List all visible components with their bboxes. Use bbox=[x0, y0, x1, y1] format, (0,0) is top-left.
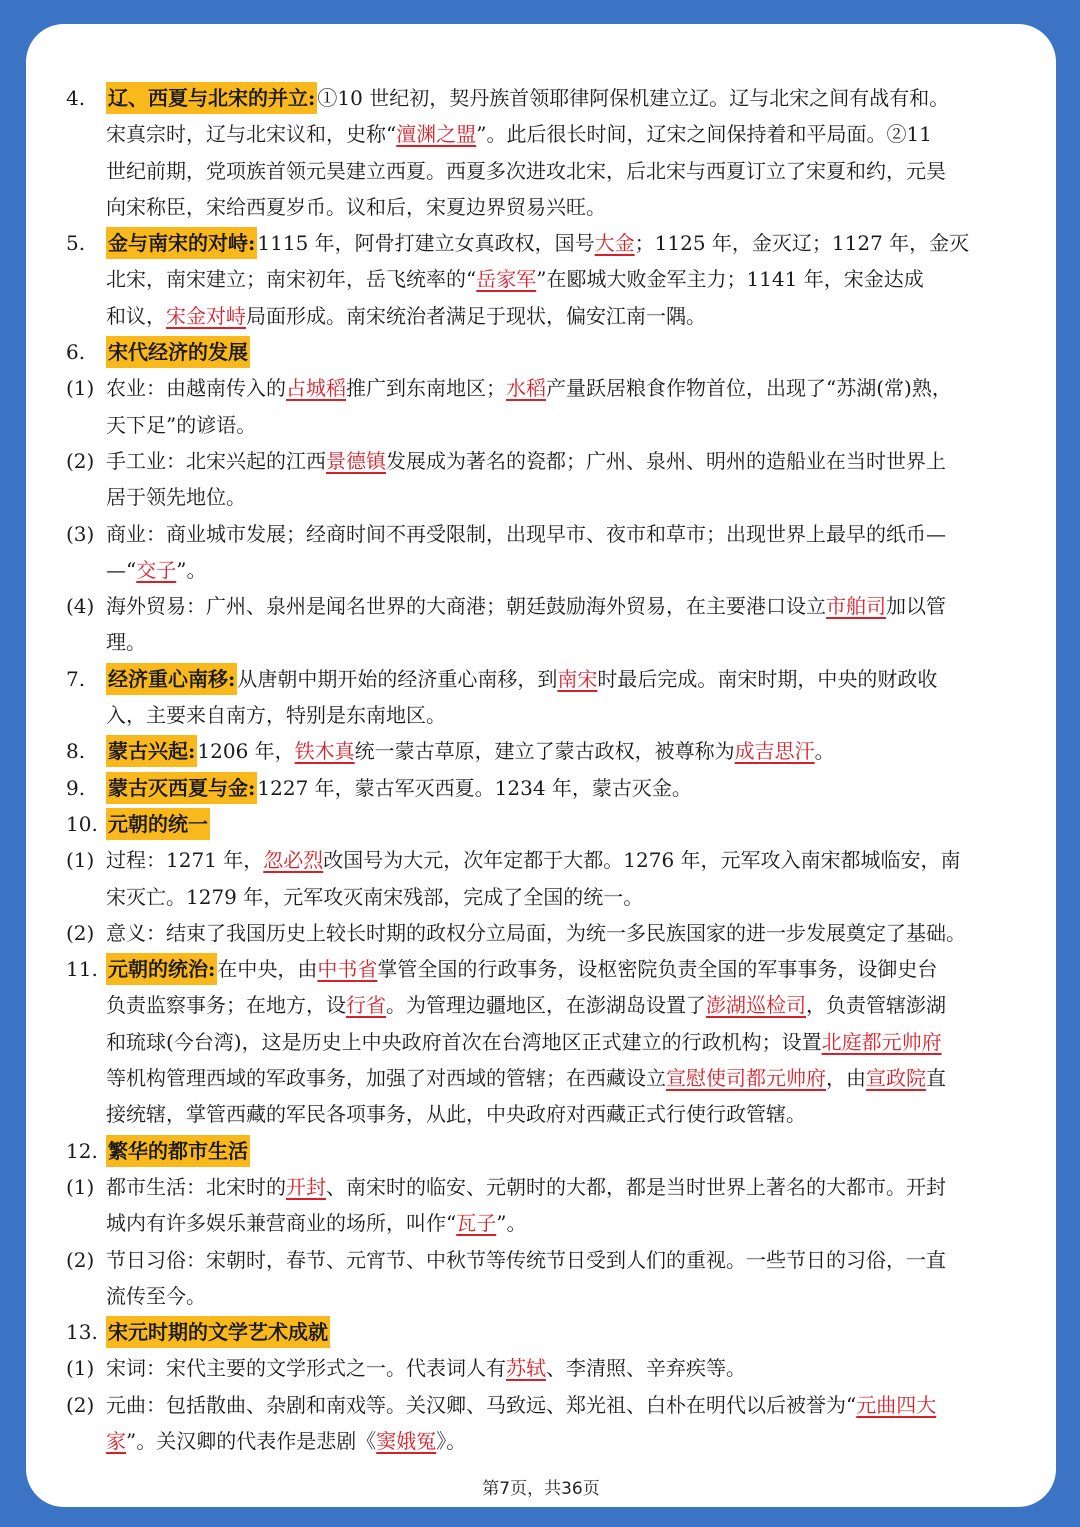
text-line bbox=[26, 697, 1056, 733]
text-segment: 。为管理边疆地区，在澎湖岛设置了 bbox=[386, 993, 706, 1018]
text-segment: 统一蒙古草原，建立了蒙古政权，被尊称为 bbox=[354, 739, 735, 764]
key-term: 水稻 bbox=[506, 376, 546, 401]
text-line bbox=[26, 261, 1056, 297]
text-segment: 流传至今。 bbox=[106, 1283, 206, 1308]
line-text bbox=[106, 1205, 1018, 1241]
item-number: 9. bbox=[66, 775, 86, 800]
text-line bbox=[26, 80, 1056, 116]
text-segment: 宋词：宋代主要的文学形式之一。代表词人有 bbox=[106, 1356, 506, 1381]
text-segment: 局面形成。南宋统治者满足于现状，偏安江南一隅。 bbox=[246, 303, 706, 328]
section-heading: 蒙古灭西夏与金: bbox=[106, 772, 257, 804]
text-line bbox=[26, 116, 1056, 152]
text-line bbox=[26, 1387, 1056, 1423]
text-segment: 在中央，由 bbox=[217, 957, 318, 982]
text-line bbox=[26, 1242, 1056, 1278]
line-text bbox=[106, 842, 1018, 878]
text-line bbox=[26, 661, 1056, 697]
text-segment: 节日习俗：宋朝时，春节、元宵节、中秋节等传统节日受到人们的重视。一些节日的习俗，一直 bbox=[106, 1247, 946, 1272]
text-segment: ，负责管辖澎湖 bbox=[806, 993, 946, 1018]
text-segment: 宋灭亡。1279 年，元军攻灭南宋残部，完成了全国的统一。 bbox=[106, 884, 644, 909]
text-line bbox=[26, 770, 1056, 806]
text-segment: 。 bbox=[814, 739, 835, 764]
line-text bbox=[106, 1387, 1018, 1423]
key-term: 南宋 bbox=[557, 666, 598, 691]
text-line bbox=[26, 516, 1056, 552]
line-text bbox=[106, 407, 1018, 443]
text-line bbox=[26, 915, 1056, 951]
text-segment: 等机构管理西域的军政事务，加强了对西域的管辖；在西藏设立 bbox=[106, 1066, 666, 1091]
line-text bbox=[106, 770, 1018, 806]
item-number: (1) bbox=[66, 1356, 95, 1381]
key-term: 瓦子 bbox=[456, 1211, 497, 1236]
item-number: 10. bbox=[66, 811, 98, 836]
section-heading: 蒙古兴起: bbox=[106, 735, 197, 767]
text-line bbox=[26, 334, 1056, 370]
key-term: 苏轼 bbox=[506, 1356, 546, 1381]
text-segment: 和议， bbox=[106, 303, 166, 328]
section-heading: 宋代经济的发展 bbox=[106, 336, 250, 368]
line-text bbox=[106, 334, 1018, 370]
text-segment: 加以管 bbox=[886, 594, 946, 619]
key-term: 铁木真 bbox=[294, 739, 355, 764]
text-segment: 海外贸易：广州、泉州是闻名世界的大商港；朝廷鼓励海外贸易，在主要港口设立 bbox=[106, 594, 826, 619]
key-term: 北庭都元帅府 bbox=[821, 1029, 942, 1054]
text-segment: 都市生活：北宋时的 bbox=[106, 1174, 286, 1199]
item-number: (2) bbox=[66, 448, 95, 473]
text-line bbox=[26, 951, 1056, 987]
key-term: 宋金对峙 bbox=[166, 303, 246, 328]
text-line bbox=[26, 1133, 1056, 1169]
line-text bbox=[106, 1423, 1018, 1459]
item-number: 7. bbox=[66, 666, 86, 691]
key-term: 元曲四大 bbox=[856, 1392, 937, 1417]
line-text bbox=[106, 189, 1018, 225]
section-heading: 元朝的统一 bbox=[106, 808, 210, 840]
text-line bbox=[26, 842, 1056, 878]
item-number: (3) bbox=[66, 521, 95, 546]
item-number: 6. bbox=[66, 340, 86, 365]
line-text bbox=[106, 116, 1018, 152]
key-term: 澎湖巡检司 bbox=[706, 993, 806, 1018]
key-term: 成吉思汗 bbox=[734, 739, 815, 764]
line-text bbox=[106, 1024, 1018, 1060]
line-text bbox=[106, 987, 1018, 1023]
line-text bbox=[106, 697, 1018, 733]
key-term: 交子 bbox=[136, 557, 177, 582]
line-text bbox=[106, 1060, 1018, 1096]
section-heading: 繁华的都市生活 bbox=[106, 1135, 250, 1167]
item-number: (4) bbox=[66, 594, 95, 619]
text-line bbox=[26, 806, 1056, 842]
text-segment: —“ bbox=[106, 557, 137, 582]
line-text bbox=[106, 1133, 1018, 1169]
text-segment: 1206 年， bbox=[197, 739, 295, 764]
line-text bbox=[106, 443, 1018, 479]
text-segment: 改国号为大元，次年定都于大都。1276 年，元军攻入南宋都城临安，南 bbox=[323, 848, 961, 873]
item-number: (2) bbox=[66, 920, 95, 945]
key-term: 宣慰使司都元帅府 bbox=[666, 1066, 826, 1091]
text-segment: 负责监察事务；在地方，设 bbox=[106, 993, 346, 1018]
text-segment: ”。 bbox=[496, 1211, 527, 1236]
text-line bbox=[26, 1314, 1056, 1350]
line-text bbox=[106, 298, 1018, 334]
line-text bbox=[106, 806, 1018, 842]
text-segment: 、李清照、辛弃疾等。 bbox=[546, 1356, 746, 1381]
item-number: 13. bbox=[66, 1320, 98, 1345]
text-line bbox=[26, 1096, 1056, 1132]
item-number: (1) bbox=[66, 376, 95, 401]
text-line bbox=[26, 1423, 1056, 1459]
text-line bbox=[26, 225, 1056, 261]
text-segment: 元曲：包括散曲、杂剧和南戏等。关汉卿、马致远、郑光祖、白朴在明代以后被誉为“ bbox=[106, 1392, 857, 1417]
text-segment: 手工业：北宋兴起的江西 bbox=[106, 448, 326, 473]
text-line bbox=[26, 588, 1056, 624]
text-segment: 向宋称臣，宋给西夏岁币。议和后，宋夏边界贸易兴旺。 bbox=[106, 194, 606, 219]
text-line bbox=[26, 1169, 1056, 1205]
page-sheet bbox=[26, 24, 1056, 1507]
text-segment: 天下足”的谚语。 bbox=[106, 412, 257, 437]
text-line bbox=[26, 1278, 1056, 1314]
item-number: (2) bbox=[66, 1247, 95, 1272]
item-number: 4. bbox=[66, 86, 86, 110]
text-segment: ”。关汉卿的代表作是悲剧《 bbox=[126, 1428, 377, 1453]
line-text bbox=[106, 370, 1018, 406]
key-term: 忽必烈 bbox=[263, 848, 324, 873]
text-line bbox=[26, 879, 1056, 915]
text-segment: 城内有许多娱乐兼营商业的场所，叫作“ bbox=[106, 1211, 457, 1236]
key-term: 市舶司 bbox=[826, 594, 886, 619]
key-term: 景德镇 bbox=[326, 448, 386, 473]
line-text bbox=[106, 1096, 1018, 1132]
text-segment: 理。 bbox=[106, 630, 146, 655]
text-segment: ”。此后很长时间，辽宋之间保持着和平局面。②11 bbox=[476, 122, 932, 147]
text-segment: 从唐朝中期开始的经济重心南移，到 bbox=[237, 666, 558, 691]
text-line bbox=[26, 189, 1056, 225]
text-line bbox=[26, 552, 1056, 588]
section-heading: 宋元时期的文学艺术成就 bbox=[106, 1316, 330, 1348]
text-segment: 》。 bbox=[436, 1428, 467, 1453]
key-term: 宣政院 bbox=[866, 1066, 926, 1091]
text-line bbox=[26, 479, 1056, 515]
line-text bbox=[106, 80, 1018, 116]
item-number: 12. bbox=[66, 1138, 98, 1163]
line-text bbox=[106, 516, 1018, 552]
text-segment: ；1125 年，金灭辽；1127 年，金灭 bbox=[634, 231, 970, 256]
line-text bbox=[106, 552, 1018, 588]
key-term: 中书省 bbox=[317, 957, 378, 982]
section-heading: 金与南宋的对峙: bbox=[106, 227, 257, 259]
line-text bbox=[106, 879, 1018, 915]
line-text bbox=[106, 1278, 1018, 1314]
text-segment: 世纪前期，党项族首领元昊建立西夏。西夏多次进攻北宋，后北宋与西夏订立了宋夏和约，元昊 bbox=[106, 158, 946, 183]
key-term: 岳家军 bbox=[476, 267, 537, 292]
text-segment: 、南宋时的临安、元朝时的大都，都是当时世界上著名的大都市。开封 bbox=[326, 1174, 946, 1199]
text-segment: 时最后完成。南宋时期，中央的财政收 bbox=[597, 666, 938, 691]
text-segment: 发展成为著名的瓷都；广州、泉州、明州的造船业在当时世界上 bbox=[386, 448, 946, 473]
page-footer: 第7页，共36页 bbox=[482, 1479, 600, 1499]
key-term: 大金 bbox=[594, 231, 635, 256]
text-segment: ，由 bbox=[826, 1066, 866, 1091]
text-segment: 推广到东南地区； bbox=[346, 376, 506, 401]
text-segment: 过程：1271 年， bbox=[106, 848, 264, 873]
key-term: 澶渊之盟 bbox=[396, 122, 477, 147]
text-segment: 1227 年，蒙古军灭西夏。1234 年，蒙古灭金。 bbox=[257, 775, 692, 800]
line-text bbox=[106, 261, 1018, 297]
section-heading: 经济重心南移: bbox=[106, 663, 237, 695]
line-text bbox=[106, 1314, 1018, 1350]
text-line bbox=[26, 153, 1056, 189]
text-segment: 意义：结束了我国历史上较长时期的政权分立局面，为统一多民族国家的进一步发展奠定了基础。 bbox=[106, 920, 966, 945]
section-heading: 辽、西夏与北宋的并立: bbox=[106, 82, 317, 114]
text-segment: 接统辖，掌管西藏的军民各项事务，从此，中央政府对西藏正式行使行政管辖。 bbox=[106, 1102, 806, 1127]
text-line bbox=[26, 407, 1056, 443]
text-segment: ”在郾城大败金军主力；1141 年，宋金达成 bbox=[536, 267, 924, 292]
item-number: 11. bbox=[66, 957, 98, 982]
text-segment: 入，主要来自南方，特别是东南地区。 bbox=[106, 703, 446, 728]
key-term: 占城稻 bbox=[286, 376, 346, 401]
line-text bbox=[106, 153, 1018, 189]
text-line bbox=[26, 1350, 1056, 1386]
line-text bbox=[106, 1350, 1018, 1386]
text-line bbox=[26, 987, 1056, 1023]
text-segment: ①10 世纪初，契丹族首领耶律阿保机建立辽。辽与北宋之间有战有和。 bbox=[317, 86, 950, 110]
text-segment: 居于领先地位。 bbox=[106, 485, 246, 510]
item-number: (2) bbox=[66, 1392, 95, 1417]
line-text bbox=[106, 1242, 1018, 1278]
line-text bbox=[106, 1169, 1018, 1205]
text-line bbox=[26, 733, 1056, 769]
key-term: 行省 bbox=[346, 993, 386, 1018]
line-text bbox=[106, 588, 1018, 624]
text-line bbox=[26, 1060, 1056, 1096]
text-segment: 北宋，南宋建立；南宋初年，岳飞统率的“ bbox=[106, 267, 477, 292]
item-number: 8. bbox=[66, 739, 86, 764]
text-segment: 宋真宗时，辽与北宋议和，史称“ bbox=[106, 122, 397, 147]
text-segment: 农业：由越南传入的 bbox=[106, 376, 286, 401]
text-line bbox=[26, 624, 1056, 660]
text-line bbox=[26, 370, 1056, 406]
text-segment: 掌管全国的行政事务，设枢密院负责全国的军事事务，设御史台 bbox=[377, 957, 938, 982]
text-segment: 和琉球(今台湾)，这是历史上中央政府首次在台湾地区正式建立的行政机构；设置 bbox=[106, 1029, 822, 1054]
item-number: (1) bbox=[66, 1174, 95, 1199]
line-text bbox=[106, 225, 1018, 261]
key-term: 开封 bbox=[286, 1174, 326, 1199]
key-term: 窦娥冤 bbox=[376, 1428, 437, 1453]
line-text bbox=[106, 624, 1018, 660]
item-number: 5. bbox=[66, 231, 86, 256]
key-term: 家 bbox=[106, 1428, 126, 1453]
text-line bbox=[26, 298, 1056, 334]
line-text bbox=[106, 479, 1018, 515]
line-text bbox=[106, 915, 1018, 951]
text-segment: 产量跃居粮食作物首位，出现了“苏湖(常)熟， bbox=[546, 376, 952, 401]
text-line bbox=[26, 443, 1056, 479]
text-segment: 1115 年，阿骨打建立女真政权，国号 bbox=[257, 231, 595, 256]
line-text bbox=[106, 733, 1018, 769]
text-segment: 商业：商业城市发展；经商时间不再受限制，出现早市、夜市和草市；出现世界上最早的纸币— bbox=[106, 521, 946, 546]
text-line bbox=[26, 1205, 1056, 1241]
item-number: (1) bbox=[66, 848, 95, 873]
page-content bbox=[26, 80, 1056, 1459]
text-segment: 直 bbox=[926, 1066, 946, 1091]
section-heading: 元朝的统治: bbox=[106, 953, 217, 985]
line-text bbox=[106, 661, 1018, 697]
line-text bbox=[106, 951, 1018, 987]
text-segment: ”。 bbox=[176, 557, 207, 582]
text-line bbox=[26, 1024, 1056, 1060]
